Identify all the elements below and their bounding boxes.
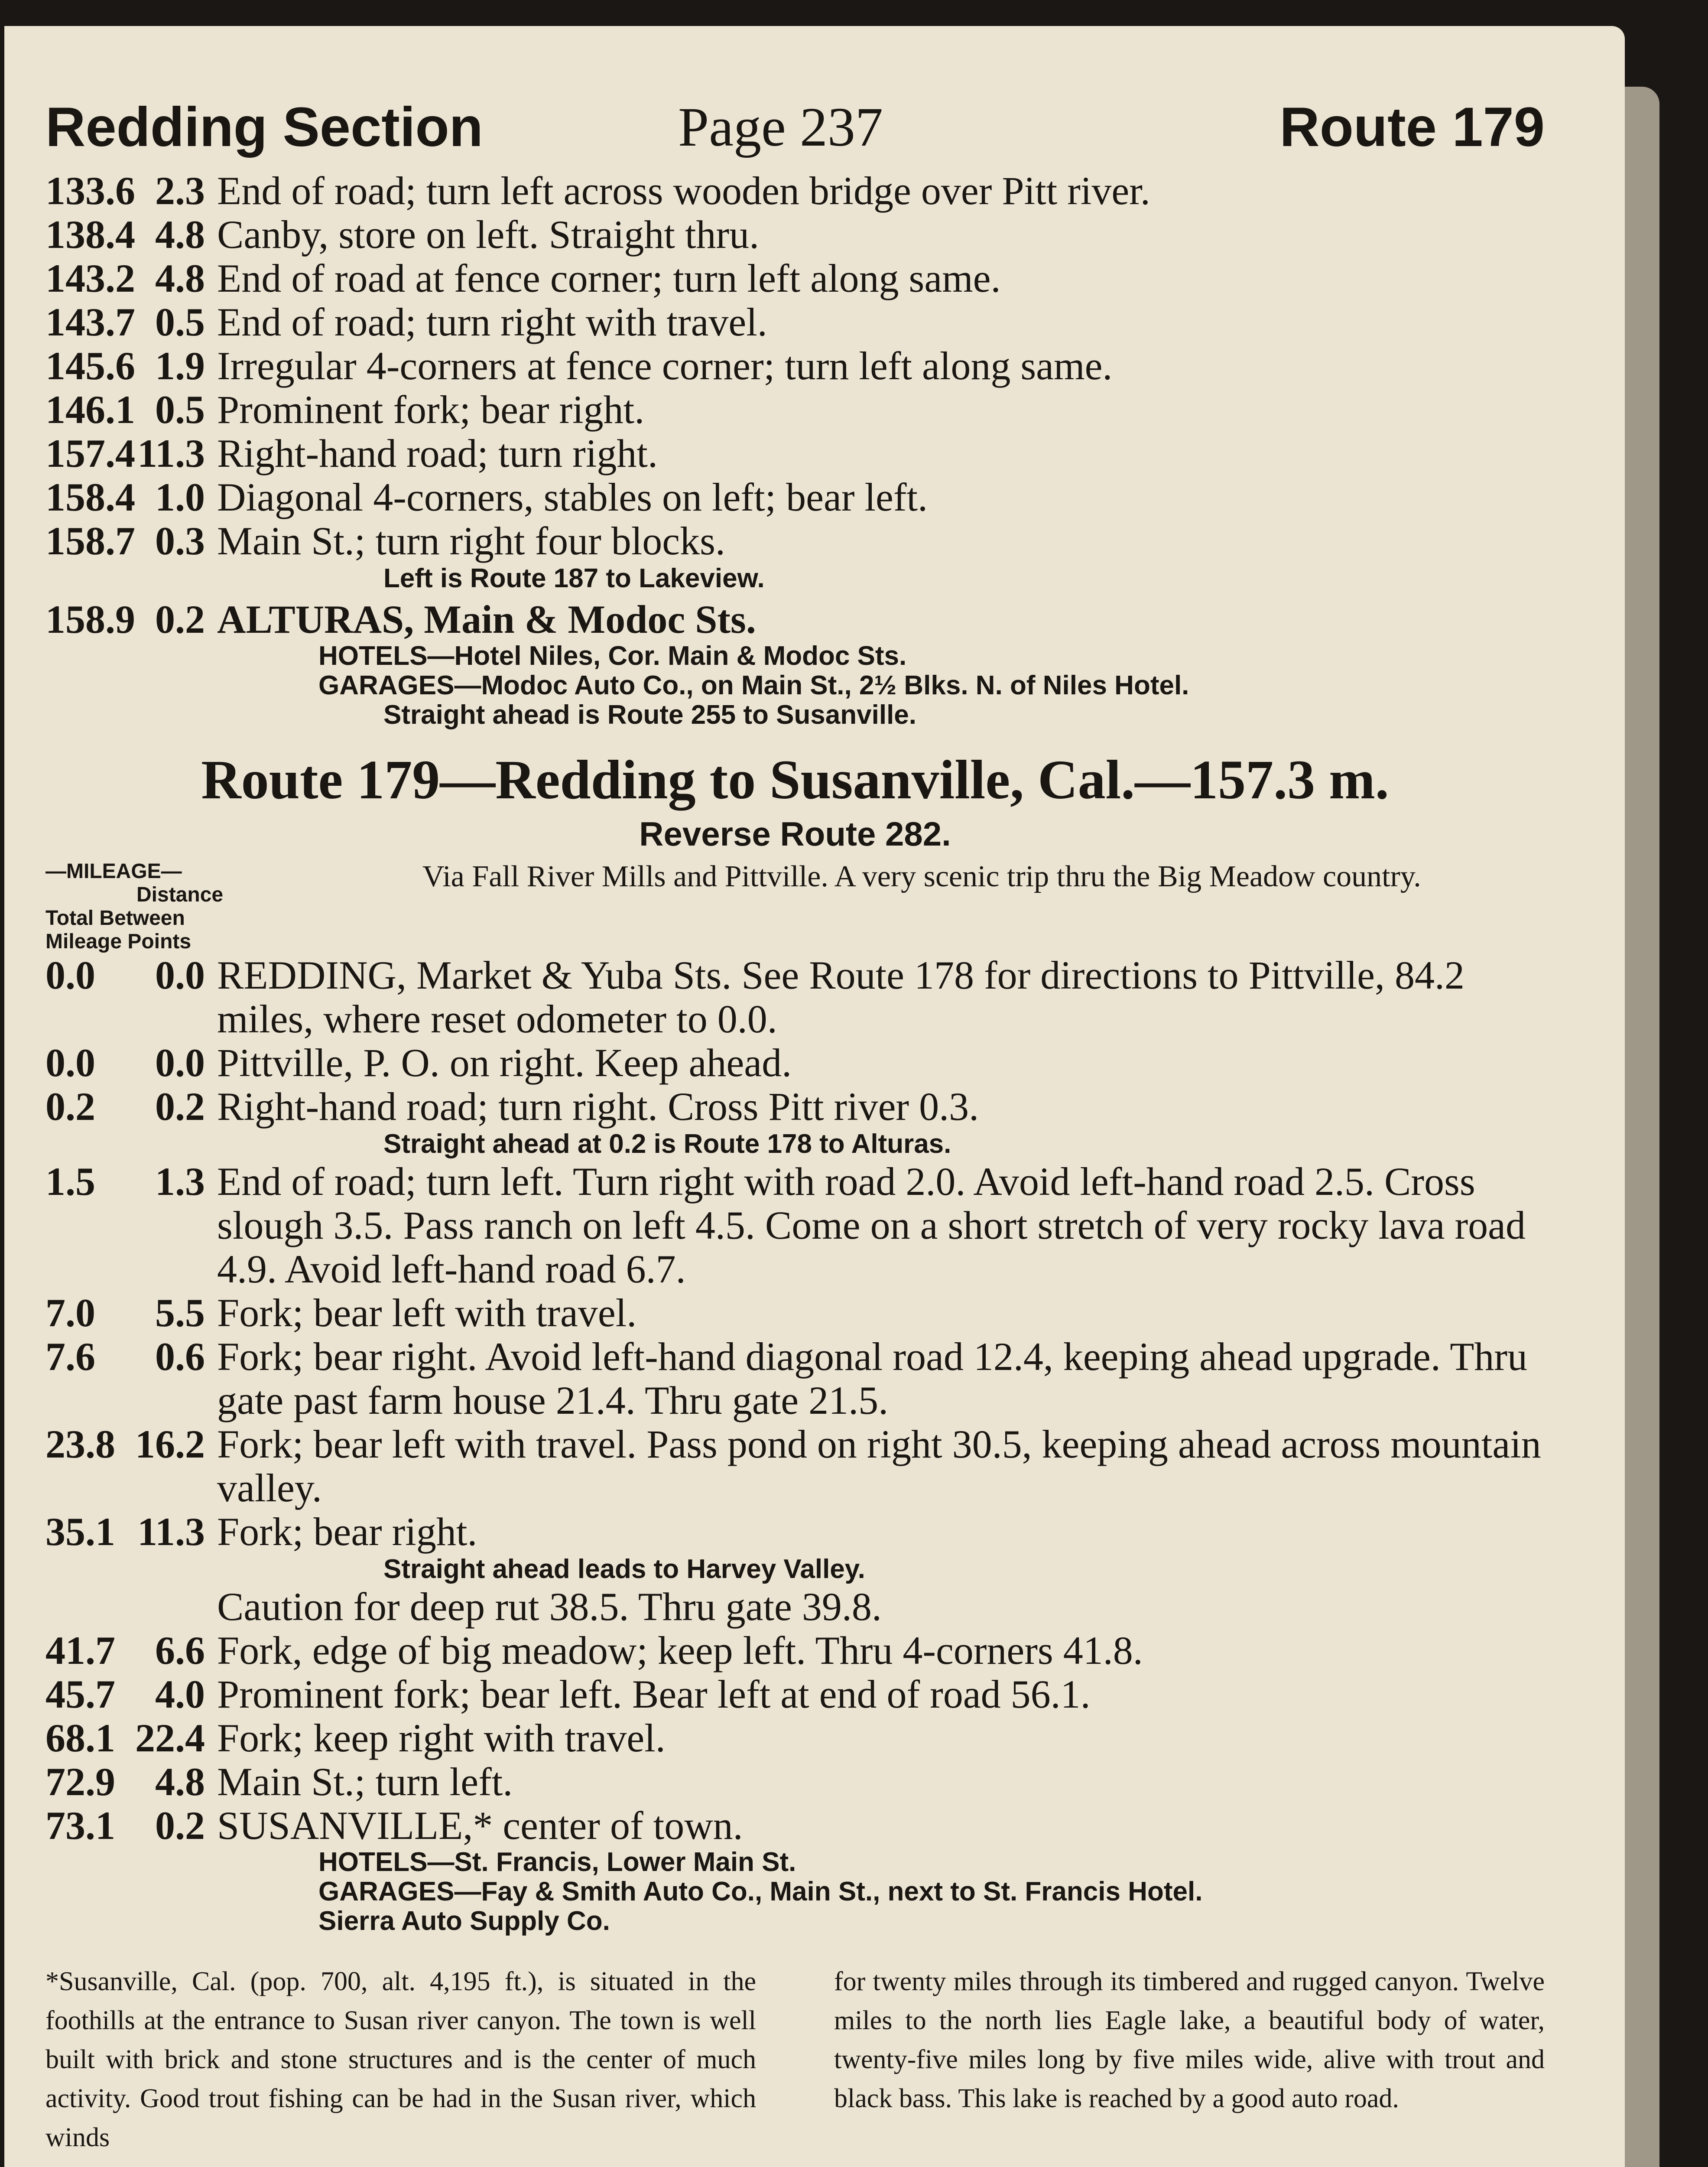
direction-text: Pittville, P. O. on right. Keep ahead.	[217, 1041, 792, 1085]
total-mileage: 0.0	[45, 953, 95, 997]
reverse-route: Reverse Route 282.	[639, 815, 951, 853]
susanville-garages: GARAGES—Fay & Smith Auto Co., Main St., next to St. Francis Hotel.	[318, 1877, 1203, 1907]
total-mileage: 68.1	[45, 1716, 115, 1760]
distance: 5.5	[155, 1291, 205, 1335]
distance: 0.2	[155, 1803, 205, 1848]
distance: 4.8	[155, 212, 205, 257]
mileage-row	[45, 300, 1545, 344]
mileage-row	[45, 1760, 1545, 1804]
route-number: Route 179	[1279, 96, 1545, 158]
direction-text: Prominent fork; bear right.	[217, 387, 645, 432]
distance: 0.3	[155, 519, 205, 563]
mileage-row	[45, 1291, 1545, 1335]
mileage-row	[45, 519, 1545, 563]
route-178-continuation	[45, 169, 1545, 563]
mileage-row	[45, 953, 1545, 1041]
direction-text: Fork; bear left with travel.	[217, 1291, 637, 1335]
direction-text: End of road; turn left across wooden bridge over Pitt river.	[217, 169, 1150, 213]
caution-text: Caution for deep rut 38.5. Thru gate 39.8.	[217, 1585, 882, 1629]
total-mileage: 158.9	[45, 597, 135, 641]
distance: 0.5	[155, 300, 205, 344]
mileage-label: —MILEAGE—	[45, 860, 182, 883]
total-mileage: 7.0	[45, 1291, 95, 1335]
direction-text: End of road; turn right with travel.	[217, 300, 767, 344]
page-edge	[1625, 87, 1659, 2167]
distance: 0.2	[155, 597, 205, 641]
mileage-row	[45, 1629, 1545, 1672]
total-between-label: Total Between	[45, 907, 185, 930]
direction-text: Irregular 4-corners at fence corner; turn left along same.	[217, 344, 1113, 388]
total-mileage: 41.7	[45, 1628, 115, 1672]
distance: 0.5	[155, 387, 205, 432]
susanville-hotels: HOTELS—St. Francis, Lower Main St.	[318, 1847, 796, 1877]
total-mileage: 1.5	[45, 1159, 95, 1204]
alturas-garages: GARAGES—Modoc Auto Co., on Main St., 2½ Blks. N. of Niles Hotel.	[318, 670, 1189, 700]
mileage-row	[45, 388, 1545, 432]
mileage-row	[45, 1716, 1545, 1760]
direction-text: Prominent fork; bear left. Bear left at end of road 56.1.	[217, 1672, 1091, 1716]
total-mileage: 138.4	[45, 212, 135, 257]
route-title: Route 179—Redding to Susanville, Cal.—157.3 m.	[201, 749, 1389, 810]
route-179-rows-1	[45, 953, 1545, 1129]
distance: 6.6	[155, 1628, 205, 1672]
page-number: Page 237	[678, 96, 883, 158]
direction-text: End of road; turn left. Turn right with road 2.0. Avoid left-hand road 2.5. Cross slough 3.5. Pass ranch on left 4.5. Come on a short stretch of very rocky lava road 4.9. Avoid left-hand road 6.7.	[217, 1159, 1526, 1291]
distance-label: Distance	[136, 883, 224, 906]
distance: 4.8	[155, 256, 205, 300]
total-mileage: 146.1	[45, 387, 135, 432]
direction-text: Diagonal 4-corners, stables on left; bear left.	[217, 475, 928, 519]
direction-text: Main St.; turn right four blocks.	[217, 519, 725, 563]
direction-text: Right-hand road; turn right. Cross Pitt river 0.3.	[217, 1084, 979, 1129]
direction-text: REDDING, Market & Yuba Sts. See Route 178 for directions to Pittville, 84.2 miles, where reset odometer to 0.0.	[217, 953, 1464, 1041]
distance: 1.3	[155, 1159, 205, 1204]
total-mileage: 145.6	[45, 344, 135, 388]
distance: 0.0	[155, 1041, 205, 1085]
footnote-right-column: for twenty miles through its timbered and rugged canyon. Twelve miles to the north lies Eagle lake, a beautiful body of water, twenty-five miles long by five miles wide, alive with trout and black bass. This lake is reached by a good auto road.	[834, 1967, 1545, 2113]
direction-text: Canby, store on left. Straight thru.	[217, 212, 760, 257]
total-mileage: 143.2	[45, 256, 135, 300]
total-mileage: 23.8	[45, 1422, 115, 1466]
note-alturas: Straight ahead at 0.2 is Route 178 to Alturas.	[383, 1129, 951, 1159]
direction-text: Right-hand road; turn right.	[217, 431, 658, 475]
mileage-row	[45, 432, 1545, 475]
direction-text: Fork; keep right with travel.	[217, 1716, 666, 1760]
page-content	[45, 87, 1545, 2167]
mileage-row	[45, 344, 1545, 388]
mileage-row	[45, 475, 1545, 519]
direction-text: Fork; bear right. Avoid left-hand diagonal road 12.4, keeping ahead upgrade. Thru gate past farm house 21.4. Thru gate 21.5.	[217, 1334, 1528, 1422]
total-mileage: 0.2	[45, 1084, 95, 1129]
mileage-row	[45, 1804, 1545, 1848]
section-title: Redding Section	[45, 96, 483, 158]
alturas-row	[45, 598, 1545, 641]
alturas-straight-note: Straight ahead is Route 255 to Susanville.	[383, 700, 917, 730]
route-179-rows-3	[45, 1629, 1545, 1848]
distance: 2.3	[155, 169, 205, 213]
susanville-garages-2: Sierra Auto Supply Co.	[318, 1906, 610, 1936]
mileage-row	[45, 257, 1545, 300]
direction-text: Main St.; turn left.	[217, 1760, 513, 1804]
distance: 22.4	[135, 1716, 205, 1760]
total-mileage: 158.4	[45, 475, 135, 519]
total-mileage: 0.0	[45, 1041, 95, 1085]
note-lakeview: Left is Route 187 to Lakeview.	[383, 563, 765, 593]
distance: 4.8	[155, 1760, 205, 1804]
mileage-row	[45, 213, 1545, 257]
mileage-row	[45, 1160, 1545, 1291]
mileage-row	[45, 1672, 1545, 1716]
total-mileage: 133.6	[45, 169, 135, 213]
mileage-row	[45, 1335, 1545, 1422]
direction-text: Fork; bear right.	[217, 1510, 477, 1554]
mileage-row	[45, 1422, 1545, 1510]
direction-text: Fork; bear left with travel. Pass pond on right 30.5, keeping ahead across mountain valley.	[217, 1422, 1541, 1510]
total-mileage: 45.7	[45, 1672, 115, 1716]
mileage-points-label: Mileage Points	[45, 930, 192, 953]
total-mileage: 35.1	[45, 1510, 115, 1554]
mileage-row	[45, 1510, 1545, 1554]
alturas-hotels: HOTELS—Hotel Niles, Cor. Main & Modoc Sts.	[318, 641, 907, 671]
distance: 1.0	[155, 475, 205, 519]
route-179-rows-2	[45, 1160, 1545, 1554]
distance: 16.2	[135, 1422, 205, 1466]
distance: 0.2	[155, 1084, 205, 1129]
mileage-legend	[45, 860, 240, 953]
direction-text: ALTURAS, Main & Modoc Sts.	[217, 597, 756, 641]
total-mileage: 143.7	[45, 300, 135, 344]
distance: 11.3	[137, 431, 205, 475]
mileage-header	[45, 860, 1545, 953]
note-harvey: Straight ahead leads to Harvey Valley.	[383, 1554, 865, 1584]
distance: 11.3	[137, 1510, 205, 1554]
distance: 0.6	[155, 1334, 205, 1379]
total-mileage: 158.7	[45, 519, 135, 563]
mileage-row	[45, 1041, 1545, 1085]
distance: 1.9	[155, 344, 205, 388]
total-mileage: 7.6	[45, 1334, 95, 1379]
distance: 4.0	[155, 1672, 205, 1716]
total-mileage: 157.4	[45, 431, 135, 475]
distance: 0.0	[155, 953, 205, 997]
direction-text: End of road at fence corner; turn left along same.	[217, 256, 1001, 300]
mileage-row	[45, 169, 1545, 213]
page-header	[45, 87, 1545, 169]
mileage-row	[45, 1085, 1545, 1129]
susanville-footnote	[45, 1962, 1545, 2157]
via-description: Via Fall River Mills and Pittville. A very scenic trip thru the Big Meadow country.	[422, 860, 1421, 893]
footnote-left-column: *Susanville, Cal. (pop. 700, alt. 4,195 ft.), is situated in the foothills at the entrance to Susan river canyon. The town is well built with brick and stone structures and is the center of much activity. Good trout fishing can be had in the Susan river, which winds	[45, 1967, 756, 2152]
caution-row	[45, 1585, 1545, 1629]
direction-text: Fork, edge of big meadow; keep left. Thru 4-corners 41.8.	[217, 1628, 1143, 1672]
total-mileage: 73.1	[45, 1803, 115, 1848]
direction-text: SUSANVILLE,* center of town.	[217, 1803, 743, 1848]
total-mileage: 72.9	[45, 1760, 115, 1804]
